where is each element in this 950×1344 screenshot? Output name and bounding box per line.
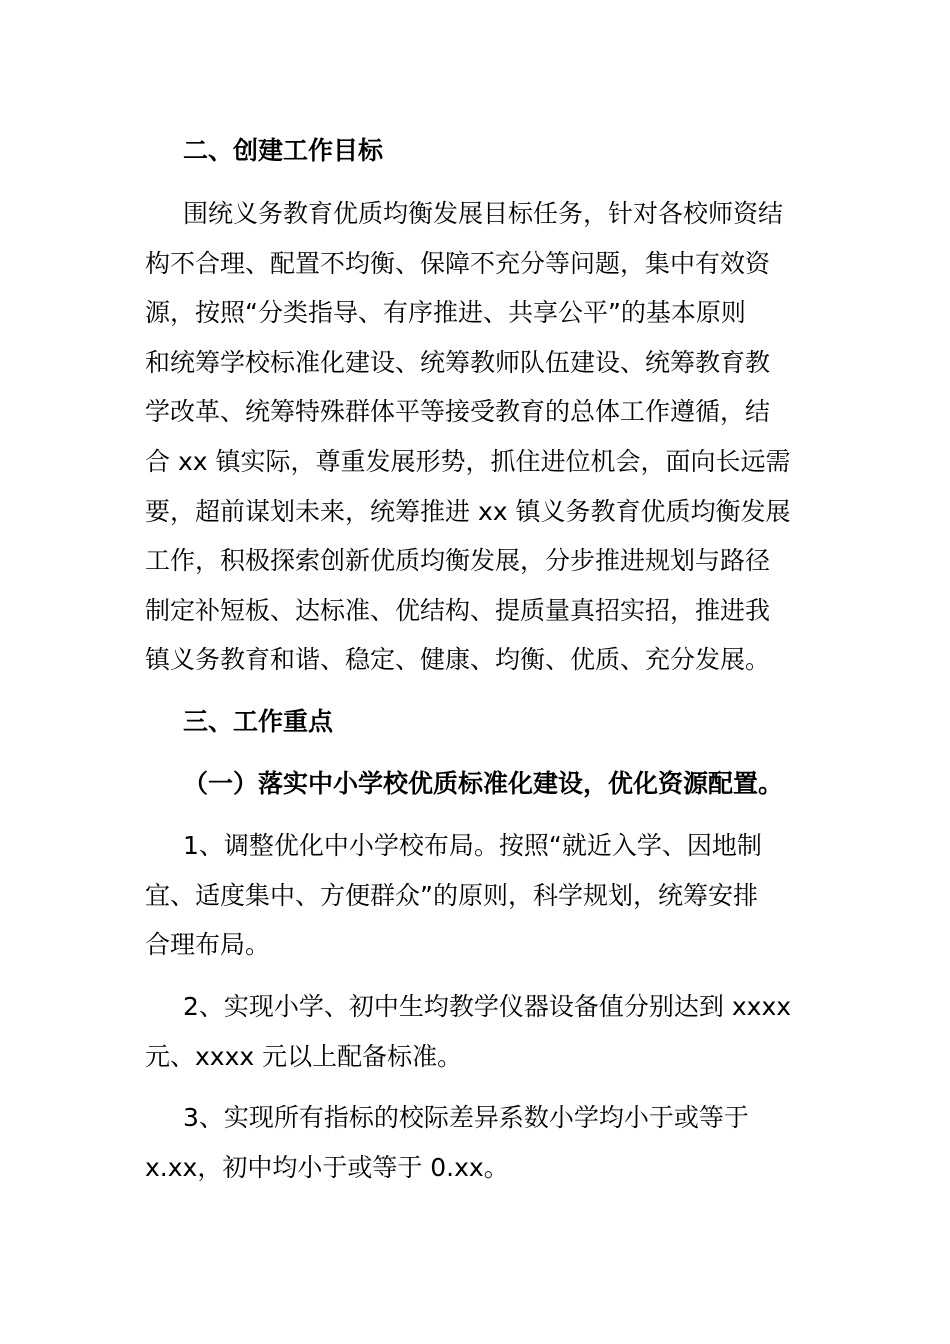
item-1-line: 宜、适度集中、方便群众”的原则，科学规划，统筹安排 bbox=[145, 881, 758, 910]
paragraph-line: 制定补短板、达标准、优结构、提质量真招实招，推进我 bbox=[145, 596, 771, 625]
item-1-line: 合理布局。 bbox=[145, 930, 271, 959]
paragraph-line: 工作，积极探索创新优质均衡发展，分步推进规划与路径 bbox=[145, 546, 771, 575]
item-3-line: 3、实现所有指标的校际差异系数小学均小于或等于 bbox=[183, 1103, 749, 1132]
section-heading-focus: 三、工作重点 bbox=[183, 707, 334, 736]
paragraph-line: 源，按照“分类指导、有序推进、共享公平”的基本原则 bbox=[145, 298, 746, 327]
paragraph-line: 学改革、统筹特殊群体平等接受教育的总体工作遵循，结 bbox=[145, 397, 771, 426]
item-1-line: 1、调整优化中小学校布局。按照“就近入学、因地制 bbox=[183, 831, 762, 860]
section-heading-goals: 二、创建工作目标 bbox=[183, 136, 384, 165]
paragraph-line: 构不合理、配置不均衡、保障不充分等问题，集中有效资 bbox=[145, 249, 771, 278]
paragraph-line: 合 xx 镇实际，尊重发展形势，抓住进位机会，面向长远需 bbox=[145, 447, 791, 476]
paragraph-line: 要，超前谋划未来，统筹推进 xx 镇义务教育优质均衡发展 bbox=[145, 497, 791, 526]
paragraph-line: 和统筹学校标准化建设、统筹教师队伍建设、统筹教育教 bbox=[145, 348, 771, 377]
item-3-line: x.xx，初中均小于或等于 0.xx。 bbox=[145, 1153, 509, 1182]
paragraph-line: 围统义务教育优质均衡发展目标任务，针对各校师资结 bbox=[183, 199, 784, 228]
subsection-heading: （一）落实中小学校优质标准化建设，优化资源配置。 bbox=[183, 769, 784, 798]
paragraph-line: 镇义务教育和谐、稳定、健康、均衡、优质、充分发展。 bbox=[145, 645, 771, 674]
item-2-line: 2、实现小学、初中生均教学仪器设备值分别达到 xxxx bbox=[183, 992, 792, 1021]
item-2-line: 元、xxxx 元以上配备标准。 bbox=[145, 1042, 463, 1071]
